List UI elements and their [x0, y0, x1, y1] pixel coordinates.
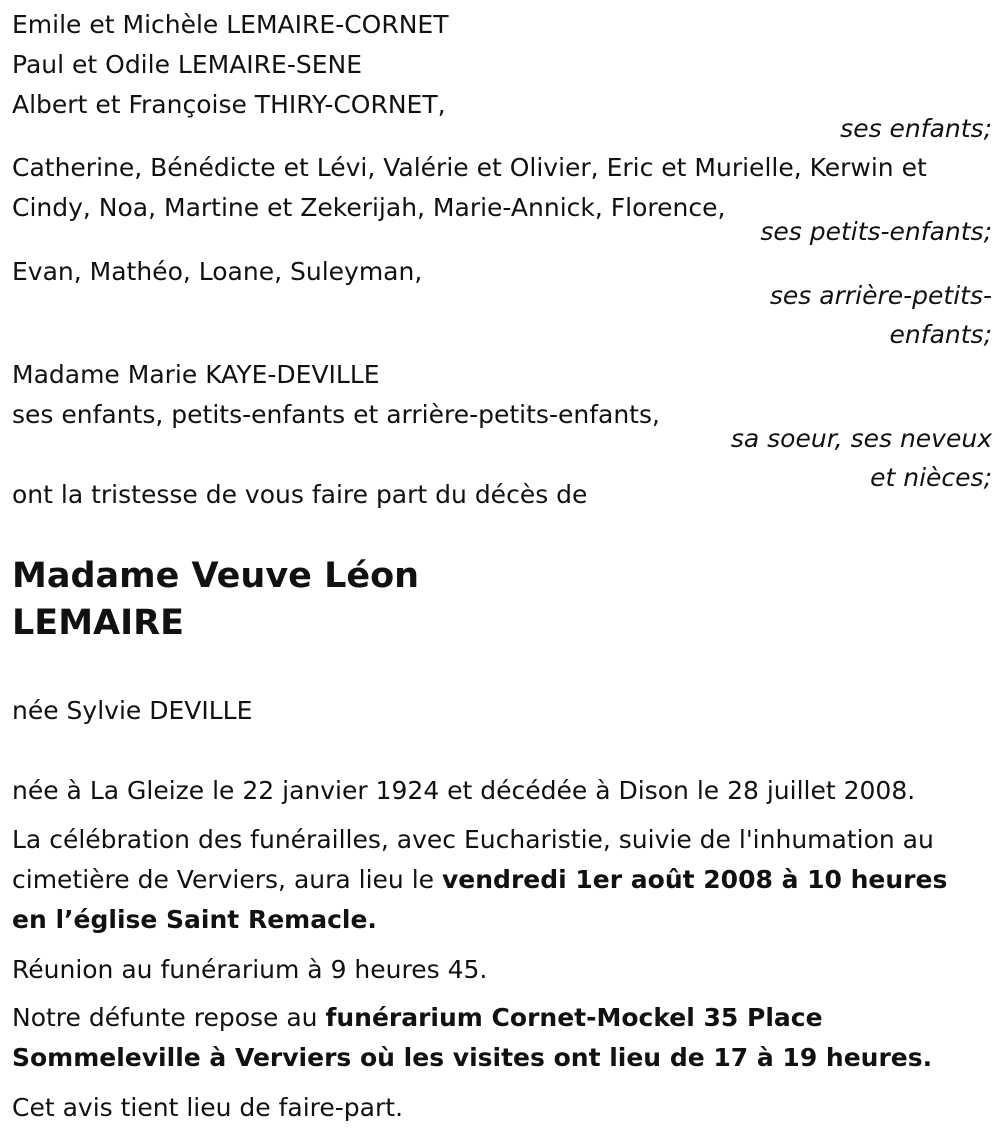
maiden-name: née Sylvie DEVILLE [12, 696, 253, 725]
grandchildren-line-2: Cindy, Noa, Martine et Zekerijah, Marie-Annick, Florence, [12, 193, 726, 222]
great-grandchildren-role-2: enfants; [889, 320, 992, 349]
great-grandchildren-role-1: ses arrière-petits- [769, 281, 992, 310]
deceased-name-line-1: Madame Veuve Léon [12, 556, 420, 596]
child-line-1: Emile et Michèle LEMAIRE-CORNET [12, 10, 449, 39]
birth-death-dates: née à La Gleize le 22 janvier 1924 et décédée à Dison le 28 juillet 2008. [12, 776, 916, 805]
rest-place: funérarium Cornet-Mockel 35 Place Sommeleville à Verviers où les visites ont lieu de 17 à 19 heures. [12, 1003, 933, 1072]
closing-note: Cet avis tient lieu de faire-part. [12, 1093, 404, 1122]
sister-family: ses enfants, petits-enfants et arrière-petits-enfants, [12, 400, 660, 429]
funeral-paragraph [12, 820, 987, 940]
rest-intro: Notre défunte repose au [12, 1003, 326, 1032]
great-grandchildren: Evan, Mathéo, Loane, Suleyman, [12, 257, 423, 286]
sister-role-1: sa soeur, ses neveux [730, 424, 992, 453]
children-role: ses enfants; [840, 114, 992, 143]
child-line-3: Albert et Françoise THIRY-CORNET, [12, 90, 446, 119]
child-line-2: Paul et Odile LEMAIRE-SENE [12, 50, 363, 79]
announcement: ont la tristesse de vous faire part du décès de [12, 480, 588, 509]
meeting-info: Réunion au funérarium à 9 heures 45. [12, 955, 488, 984]
grandchildren-line-1: Catherine, Bénédicte et Lévi, Valérie et Olivier, Eric et Murielle, Kerwin et [12, 153, 927, 182]
grandchildren-role: ses petits-enfants; [760, 217, 992, 246]
sister-role-2: et nièces; [870, 463, 992, 492]
rest-paragraph [12, 998, 987, 1078]
funeral-when-where: vendredi 1er août 2008 à 10 heures en l’église Saint Remacle. [12, 865, 948, 934]
sister-name: Madame Marie KAYE-DEVILLE [12, 360, 380, 389]
deceased-name-line-2: LEMAIRE [12, 603, 185, 643]
funeral-intro: La célébration des funérailles, avec Eucharistie, suivie de l'inhumation au cimetière de Verviers, aura lieu le [12, 825, 934, 894]
